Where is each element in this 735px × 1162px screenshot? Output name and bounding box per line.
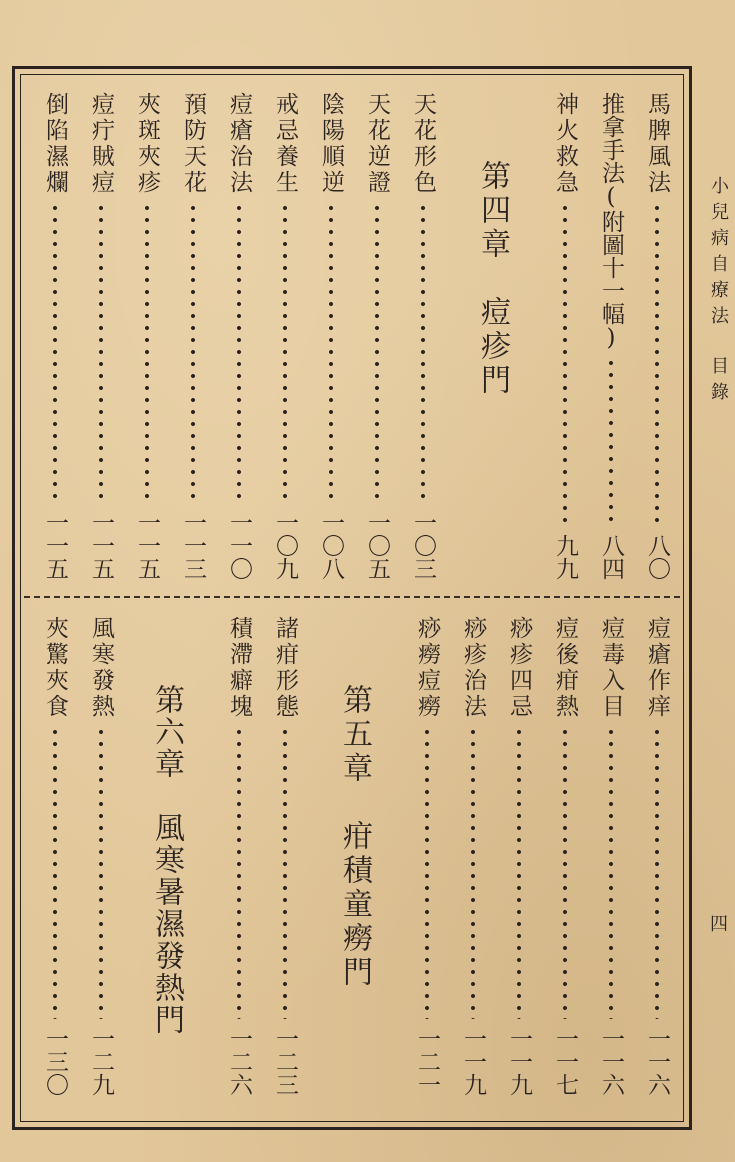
toc-entry-page: 一一七 <box>552 1027 578 1096</box>
toc-entry-page: 一〇九 <box>272 511 298 580</box>
toc-entry-page: 一〇三 <box>410 511 436 580</box>
toc-entry-title: 痧癆痘癆 <box>414 616 440 720</box>
toc-entry-page: 一一六 <box>598 1027 624 1096</box>
toc-entry <box>86 92 116 580</box>
toc-entry <box>270 92 300 580</box>
toc-entry-page: 一一〇 <box>226 511 252 580</box>
toc-entry-title: 痘後疳熱 <box>552 616 578 720</box>
toc-entry-title: 痘瘡作痒 <box>644 616 670 720</box>
toc-entry-title: 夾斑夾疹 <box>134 92 160 196</box>
leader-dots <box>420 202 426 503</box>
toc-entry-page: 一一九 <box>506 1027 532 1096</box>
toc-entry-page: 一〇八 <box>318 511 344 580</box>
toc-entry-page: 一二九 <box>88 1027 114 1096</box>
leader-dots <box>562 202 568 526</box>
toc-entry <box>642 616 672 1096</box>
toc-entry-page: 八四 <box>598 534 624 580</box>
toc-entry <box>132 92 162 580</box>
leader-dots <box>562 726 568 1019</box>
toc-entry-page: 一一九 <box>460 1027 486 1096</box>
toc-entry-page: 八〇 <box>644 534 670 580</box>
leader-dots <box>424 726 430 1019</box>
chapter-6-heading: 第六章 風寒暑濕發熱門 <box>149 684 184 1036</box>
toc-entry-title: 積滯癖塊 <box>226 616 252 720</box>
toc-entry-page: 一二六 <box>226 1027 252 1096</box>
toc-entry-page: 九九 <box>552 534 578 580</box>
toc-entry-page: 一一五 <box>134 511 160 580</box>
toc-entry <box>412 616 442 1096</box>
running-head <box>706 176 730 408</box>
leader-dots <box>470 726 476 1019</box>
toc-entry-title: 推拿手法(附圖十一幅) <box>598 92 624 351</box>
leader-dots <box>52 726 58 1019</box>
toc-entry-title: 天花形色 <box>410 92 436 196</box>
toc-entry-title: 神火救急 <box>552 92 578 196</box>
toc-entry <box>458 616 488 1096</box>
toc-entry <box>596 92 626 580</box>
chapter-4-heading: 第四章 痘疹門 <box>475 160 510 398</box>
toc-entry-title: 夾驚夾食 <box>42 616 68 720</box>
toc-entry-page: 一一三 <box>180 511 206 580</box>
leader-dots <box>374 202 380 503</box>
toc-entry <box>178 92 208 580</box>
leader-dots <box>236 202 242 503</box>
section-divider <box>24 596 680 598</box>
leader-dots <box>516 726 522 1019</box>
toc-entry-title: 倒陷濕爛 <box>42 92 68 196</box>
toc-entry <box>504 616 534 1096</box>
running-head-section: 目錄 <box>708 356 729 408</box>
toc-entry <box>86 616 116 1096</box>
toc-entry <box>362 92 392 580</box>
toc-entry <box>40 616 70 1096</box>
toc-entry-page: 一二一 <box>414 1027 440 1096</box>
toc-entry-title: 陰陽順逆 <box>318 92 344 196</box>
toc-entry <box>40 92 70 580</box>
toc-entry <box>642 92 672 580</box>
toc-entry-title: 戒忌養生 <box>272 92 298 196</box>
toc-entry <box>550 616 580 1096</box>
toc-entry-title: 痘瘡治法 <box>226 92 252 196</box>
toc-entry-page: 一三〇 <box>42 1027 68 1096</box>
leader-dots <box>98 202 104 503</box>
running-head-title: 小兒病自療法 <box>708 176 729 332</box>
toc-entry-title: 天花逆證 <box>364 92 390 196</box>
toc-entry <box>408 92 438 580</box>
toc-entry-title: 痧疹治法 <box>460 616 486 720</box>
toc-entry-title: 預防天花 <box>180 92 206 196</box>
leader-dots <box>236 726 242 1019</box>
leader-dots <box>654 726 660 1019</box>
chapter-5-heading: 第五章 疳積童癆門 <box>337 684 372 990</box>
toc-entry-page: 一一六 <box>644 1027 670 1096</box>
leader-dots <box>654 202 660 526</box>
leader-dots <box>608 357 614 526</box>
toc-entry <box>596 616 626 1096</box>
toc-entry <box>550 92 580 580</box>
leader-dots <box>98 726 104 1019</box>
toc-entry-title: 痘疔賊痘 <box>88 92 114 196</box>
toc-entry-title: 諸疳形態 <box>272 616 298 720</box>
leader-dots <box>190 202 196 503</box>
toc-entry <box>224 92 254 580</box>
toc-entry-title: 馬脾風法 <box>644 92 670 196</box>
toc-entry-page: 一〇五 <box>364 511 390 580</box>
leader-dots <box>144 202 150 503</box>
leader-dots <box>52 202 58 503</box>
toc-entry-page: 一一五 <box>42 511 68 580</box>
page-number: 四 <box>710 914 728 935</box>
toc-entry-page: 一一五 <box>88 511 114 580</box>
leader-dots <box>282 202 288 503</box>
toc-entry <box>224 616 254 1096</box>
leader-dots <box>282 726 288 1019</box>
toc-entry <box>316 92 346 580</box>
toc-entry-title: 痧疹四忌 <box>506 616 532 720</box>
toc-entry-page: 一二三 <box>272 1027 298 1096</box>
toc-entry <box>270 616 300 1096</box>
leader-dots <box>328 202 334 503</box>
leader-dots <box>608 726 614 1019</box>
toc-entry-title: 痘毒入目 <box>598 616 624 720</box>
toc-entry-title: 風寒發熱 <box>88 616 114 720</box>
